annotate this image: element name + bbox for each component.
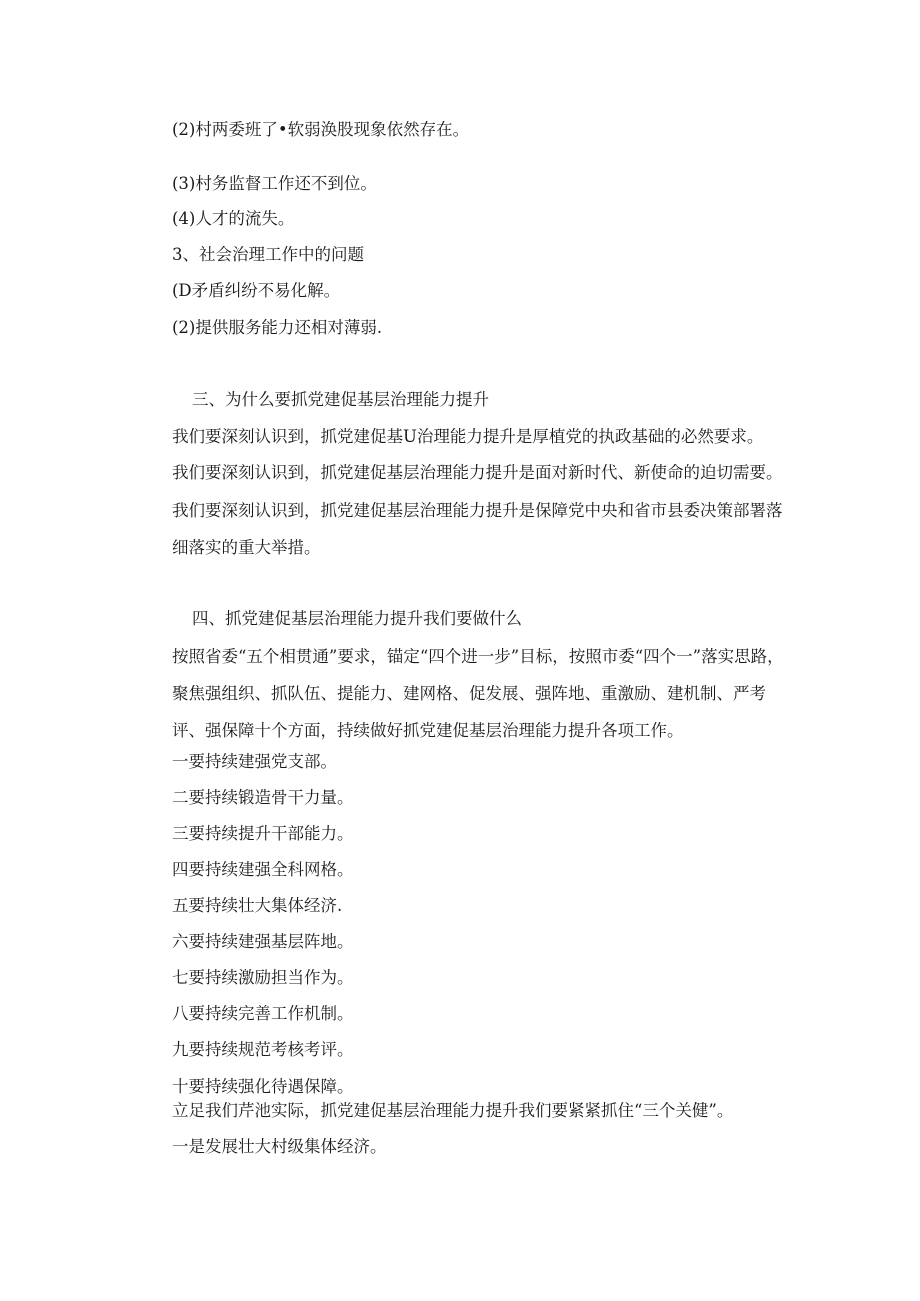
paragraph: 我们要深刻认识到，抓党建促基层治理能力提升是保障党中央和省市县委决策部署落细落实的重大举措。 — [172, 501, 783, 557]
list-item: 四要持续建强全科网格。 — [172, 860, 354, 879]
subsection-heading: 3、社会治理工作中的问题 — [172, 245, 364, 264]
list-item: 一要持续建强党支部。 — [172, 752, 337, 771]
list-item: 六要持续建强基层阵地。 — [172, 932, 354, 951]
list-item: 九要持续规范考核考评。 — [172, 1040, 354, 1059]
list-item: (D矛盾纠纷不易化解。 — [172, 281, 341, 300]
section-heading: 三、为什么要抓党建促基层治理能力提升 — [192, 390, 489, 409]
paragraph: 按照省委“五个相贯通”要求，锚定“四个进一步”目标，按照市委“四个一”落实思路，聚焦强组织、抓队伍、提能力、建网格、促发展、强阵地、重激励、建机制、严考评、强保障十个方面，持续做好抓党建促基层治理能力提升各项工作。 — [172, 647, 784, 740]
list-item: 七要持续激励担当作为。 — [172, 968, 354, 987]
list-item: 二要持续锻造骨干力量。 — [172, 788, 354, 807]
paragraph: 我们要深刻认识到，抓党建促基U治理能力提升是厚植党的执政基础的必然要求。 — [172, 427, 764, 446]
section-heading: 四、抓党建促基层治理能力提升我们要做什么 — [192, 609, 522, 628]
list-item: 十要持续强化待遇保障。 — [172, 1077, 354, 1096]
paragraph: 我们要深刻认识到，抓党建促基层治理能力提升是面对新时代、新使命的迫切需要。 — [172, 463, 783, 482]
list-item: 五要持续壮大集体经济. — [172, 896, 343, 915]
list-item: (2)村两委班了•软弱涣股现象依然存在。 — [172, 120, 470, 139]
list-item: (4)人才的流失。 — [172, 209, 295, 228]
list-item: 八要持续完善工作机制。 — [172, 1004, 354, 1023]
paragraph: 立足我们芹池实际，抓党建促基层治理能力提升我们要紧紧抓住“三个关健”。 — [172, 1101, 734, 1120]
list-item: (2)提供服务能力还相对薄弱. — [172, 318, 383, 337]
list-item: 一是发展壮大村级集体经济。 — [172, 1137, 387, 1156]
list-item: 三要持续提升干部能力。 — [172, 824, 354, 843]
list-item: (3)村务监督工作还不到位。 — [172, 174, 377, 193]
